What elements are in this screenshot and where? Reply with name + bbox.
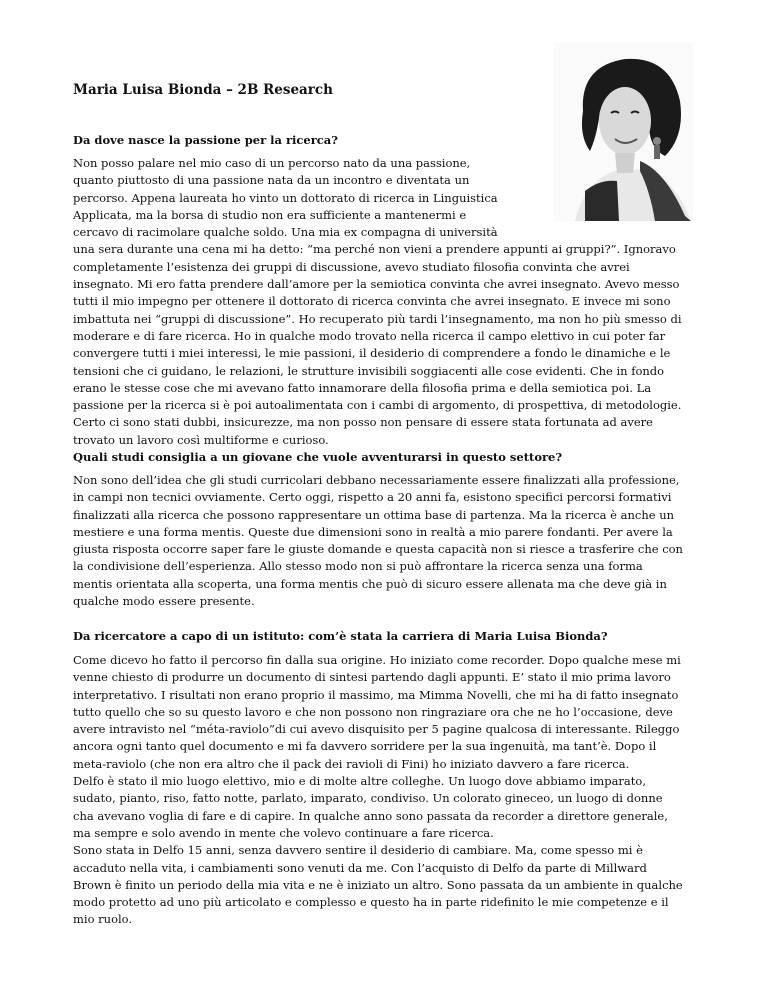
- answer-3-line: modo protetto ad uno più articolato e complesso e questo ha in parte ridefinito le mie competenze e il: [73, 895, 669, 910]
- answer-2: [73, 472, 695, 610]
- answer-1-line: tensioni che ci guidano, le relazioni, le strutture invisibili soggiacenti alle cose evidenti. Che in fondo: [73, 363, 665, 378]
- answer-3-line: meta-raviolo (che non era altro che il pack dei ravioli di Fini) ho iniziato davvero a fare ricerca.: [73, 756, 630, 771]
- answer-1-line: tutti il mio impegno per ottenere il dottorato di ricerca convinta che avrei insegnato. E invece mi sono: [73, 294, 671, 309]
- answer-3-line: ancora ogni tanto quel documento e mi fa davvero sorridere per la sua ingenuità, ma tant’è. Dopo il: [73, 739, 657, 754]
- answer-1-line: Applicata, ma la borsa di studio non era sufficiente a mantenermi e: [73, 207, 467, 222]
- answer-1-line: trovato un lavoro così multiforme e curioso.: [73, 432, 329, 447]
- question-2: Quali studi consiglia a un giovane che vuole avventurarsi in questo settore?: [73, 450, 563, 464]
- answer-1: [73, 155, 695, 449]
- answer-2-line: finalizzati alla ricerca che possono rappresentare un ottima base di partenza. Ma la ricerca è anche un: [73, 507, 675, 522]
- answer-1-line: percorso. Appena laureata ho vinto un dottorato di ricerca in Linguistica: [73, 190, 498, 205]
- answer-1-line: imbattuta nei “gruppi di discussione”. Ho recuperato più tardi l’insegnamento, ma non ho più smesso di: [73, 311, 682, 326]
- answer-1-line: convergere tutti i miei interessi, le mie passioni, il desiderio di comprendere a fondo le dinamiche e le: [73, 346, 671, 361]
- answer-2-line: giusta risposta occorre saper fare le giuste domande e questa capacità non si riesce a trasferire che con: [73, 542, 683, 557]
- answer-2-line: in campi non tecnici ovviamente. Certo oggi, rispetto a 20 anni fa, esistono specifici percorsi formativi: [73, 490, 672, 505]
- answer-1-line: moderare e di fare ricerca. Ho in qualche modo trovato nella ricerca il campo elettivo in cui poter far: [73, 328, 666, 343]
- answer-3: [73, 652, 695, 929]
- answer-3-line: Brown è finito un periodo della mia vita e ne è iniziato un altro. Sono passata da un ambiente in qualche: [73, 877, 683, 892]
- answer-3-line: venne chiesto di produrre un documento di sintesi partendo dagli appunti. E’ stato il mio prima lavoro: [73, 670, 671, 685]
- answer-2-line: Non sono dell’idea che gli studi curricolari debbano necessariamente essere finalizzati alla professione,: [73, 473, 680, 487]
- answer-3-line: cha avevano voglia di fare e di capire. In qualche anno sono passata da recorder a direttore generale,: [73, 808, 668, 823]
- answer-3-line: Delfo è stato il mio luogo elettivo, mio e di molte altre colleghe. Un luogo dove abbiamo imparato,: [73, 774, 646, 789]
- answer-1-line: erano le stesse cose che mi avevano fatto innamorare della filosofia prima e della semiotica poi. La: [73, 380, 652, 395]
- answer-1-line: Non posso palare nel mio caso di un percorso nato da una passione,: [73, 156, 471, 170]
- answer-1-line: cercavo di racimolare qualche soldo. Una mia ex compagna di università: [73, 225, 498, 240]
- question-1: Da dove nasce la passione per la ricerca?: [73, 133, 338, 147]
- answer-3-line: sudato, pianto, riso, fatto notte, parlato, imparato, condiviso. Un colorato gineceo, un luogo di donne: [73, 791, 663, 806]
- answer-3-line: Sono stata in Delfo 15 anni, senza davvero sentire il desiderio di cambiare. Ma, come spesso mi è: [73, 843, 643, 858]
- answer-1-line: quanto piuttosto di una passione nata da un incontro e diventata un: [73, 173, 470, 188]
- answer-3-line: accaduto nella vita, i cambiamenti sono venuti da me. Con l’acquisto di Delfo da parte di Millward: [73, 860, 647, 875]
- answer-3-line: ma sempre e solo avendo in mente che volevo continuare a fare ricerca.: [73, 825, 494, 840]
- answer-1-line: insegnato. Mi ero fatta prendere dall’amore per la semiotica convinta che avrei insegnato. Avevo messo: [73, 277, 680, 292]
- answer-3-line: avere intravisto nel “méta-raviolo”di cui avevo disquisito per 5 pagine qualcosa di interessante. Rileggo: [73, 722, 680, 737]
- answer-1-line: passione per la ricerca si è poi autoalimentata con i cambi di argomento, di prospettiva, di metodologie.: [73, 398, 682, 413]
- question-3: Da ricercatore a capo di un istituto: com’è stata la carriera di Maria Luisa Bionda?: [73, 629, 608, 643]
- answer-1-line: Certo ci sono stati dubbi, insicurezze, ma non posso non pensare di essere stata fortunata ad avere: [73, 415, 653, 430]
- answer-2-line: la condivisione dell’esperienza. Allo stesso modo non si può affrontare la ricerca senza una forma: [73, 559, 643, 574]
- answer-2-line: mentis orientata alla scoperta, una forma mentis che può di sicuro essere allenata ma che deve già in: [73, 576, 667, 591]
- answer-3-line: Come dicevo ho fatto il percorso fin dalla sua origine. Ho iniziato come recorder. Dopo qualche mese mi: [73, 653, 681, 667]
- answer-2-line: qualche modo essere presente.: [73, 594, 255, 609]
- page-title: Maria Luisa Bionda – 2B Research: [73, 82, 333, 98]
- answer-3-line: mio ruolo.: [73, 912, 133, 927]
- answer-1-line: completamente l’esistenza dei gruppi di discussione, avevo studiato filosofia convinta che avrei: [73, 259, 630, 274]
- answer-3-line: interpretativo. I risultati non erano proprio il massimo, ma Mimma Novelli, che mi ha di fatto insegnato: [73, 687, 679, 702]
- answer-3-line: tutto quello che so su questo lavoro e che non possono non ringraziare ora che ne ho l’occasione, deve: [73, 704, 673, 719]
- answer-1-line: una sera durante una cena mi ha detto: “ma perché non vieni a prendere appunti ai gruppi?”. Ignoravo: [73, 242, 676, 257]
- answer-2-line: mestiere e una forma mentis. Queste due dimensioni sono in realtà a mio parere fondanti. Per avere la: [73, 524, 673, 539]
